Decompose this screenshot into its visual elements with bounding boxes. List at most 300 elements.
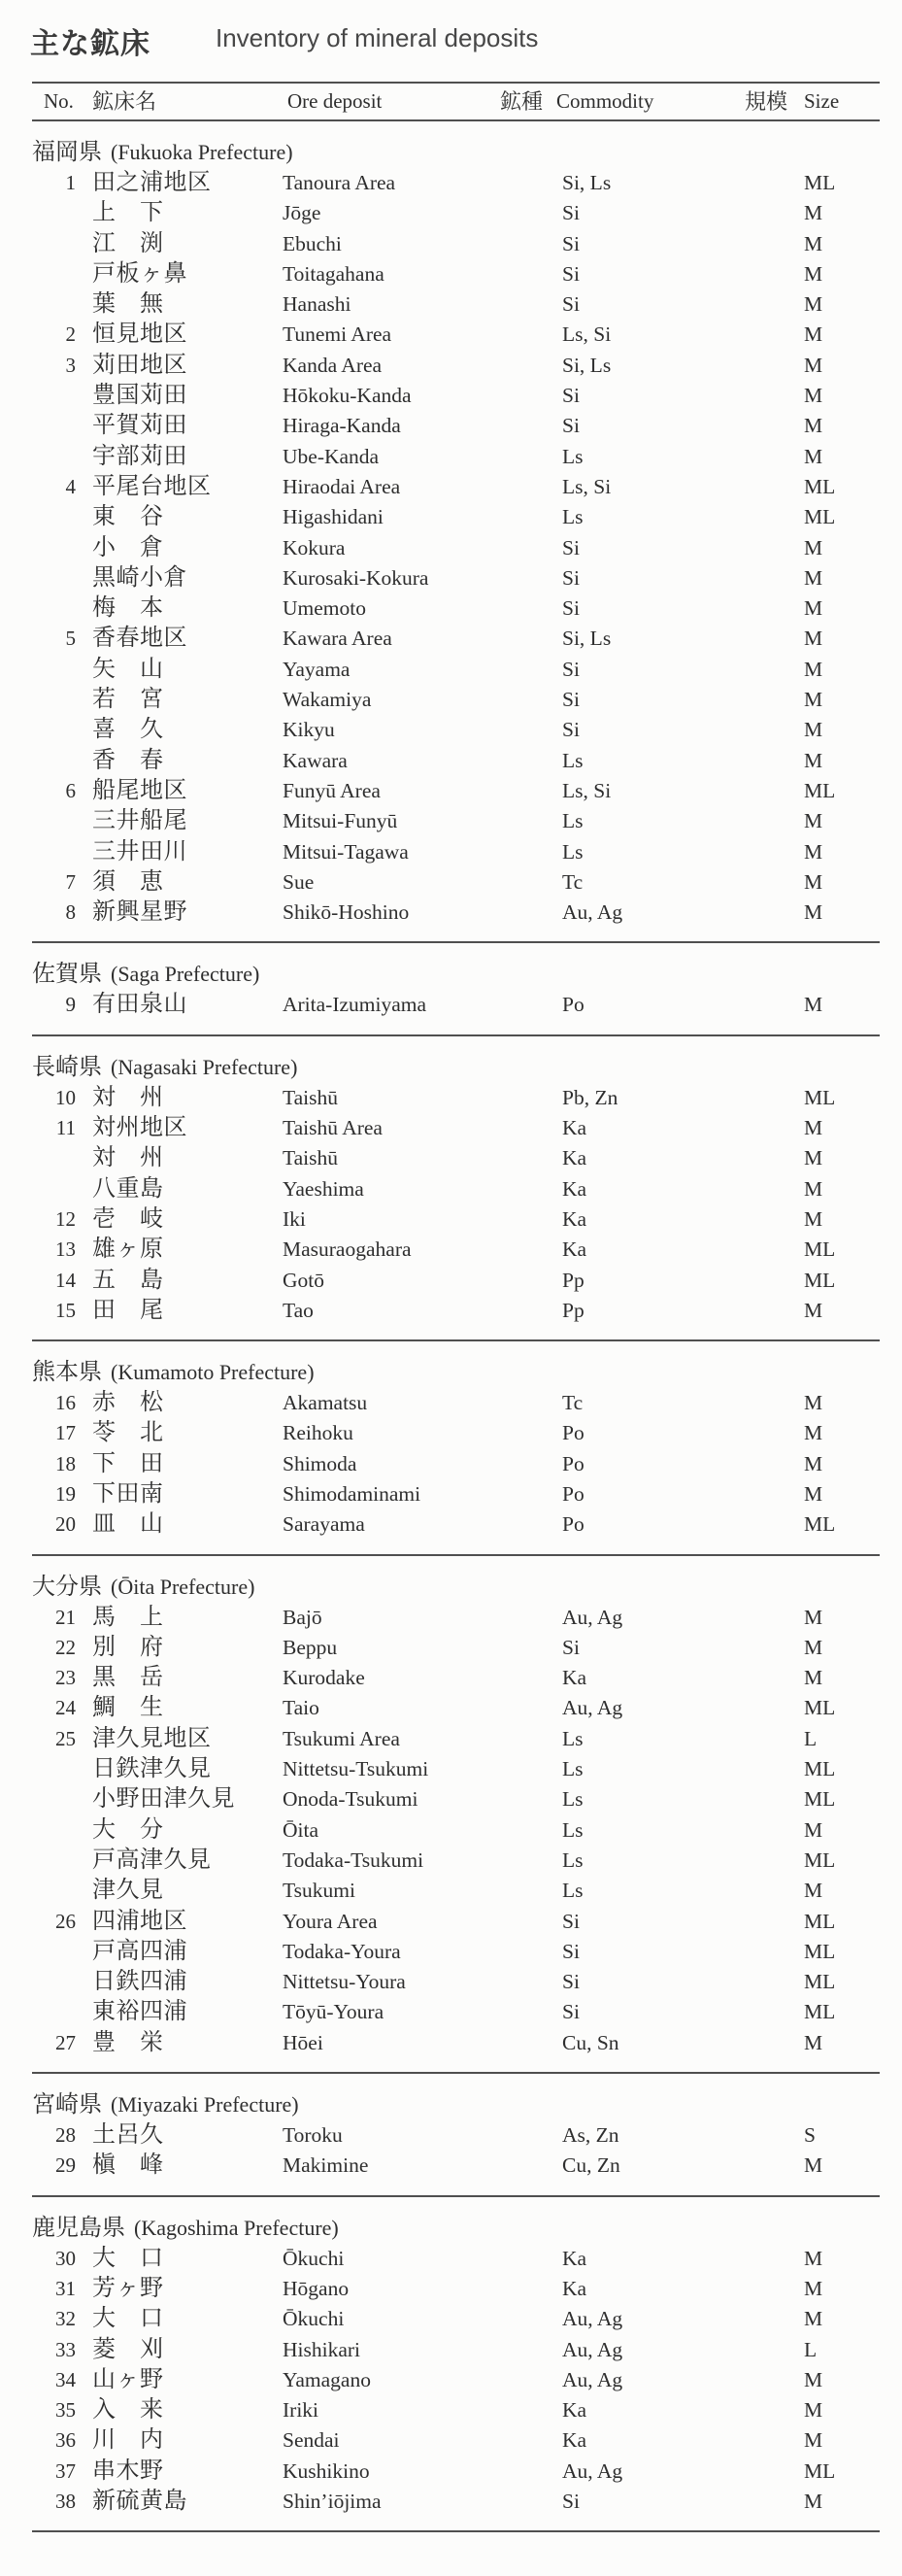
cell-number: 1 xyxy=(65,171,76,194)
cell-name-japanese: 宇部苅田 xyxy=(92,443,187,469)
table-row xyxy=(32,2151,880,2181)
cell-ore-deposit: Ōita xyxy=(283,1817,319,1842)
table-row xyxy=(32,2365,880,2395)
table-row xyxy=(32,563,880,593)
cell-size: M xyxy=(804,1421,823,1445)
cell-ore-deposit: Shikō-Hoshino xyxy=(283,900,410,925)
cell-ore-deposit: Arita-Izumiyama xyxy=(283,993,427,1017)
cell-number: 6 xyxy=(65,778,76,802)
cell-size: ML xyxy=(804,1696,836,1720)
table-row xyxy=(32,2457,880,2487)
cell-number: 37 xyxy=(55,2458,76,2483)
cell-commodity: Ka xyxy=(562,2246,587,2270)
prefecture-section xyxy=(32,121,880,943)
cell-ore-deposit: Tsukumi Area xyxy=(283,1726,400,1750)
table-header-row xyxy=(32,84,880,121)
cell-name-japanese: 喜 久 xyxy=(92,717,164,743)
table-row xyxy=(32,837,880,867)
cell-ore-deposit: Nittetsu-Tsukumi xyxy=(283,1757,429,1781)
cell-commodity: Po xyxy=(562,1421,585,1445)
page-title-japanese: 主な鉱床 xyxy=(30,28,150,60)
prefecture-name-english: (Kumamoto Prefecture) xyxy=(111,1360,315,1385)
cell-commodity: Si xyxy=(562,1970,580,1994)
cell-name-japanese: 矢 山 xyxy=(92,656,164,682)
table-row xyxy=(32,806,880,836)
cell-commodity: Si xyxy=(562,718,580,742)
table-row xyxy=(32,2335,880,2365)
prefecture-name-english: (Nagasaki Prefecture) xyxy=(111,1054,298,1079)
prefecture-section xyxy=(32,1036,880,1341)
header-commodity-ja: 鉱種 xyxy=(500,89,544,114)
page-title-english: Inventory of mineral deposits xyxy=(216,23,539,52)
cell-ore-deposit: Todaka-Tsukumi xyxy=(283,1847,424,1872)
cell-ore-deposit: Bajō xyxy=(283,1605,322,1629)
cell-number: 10 xyxy=(55,1085,76,1109)
table-row xyxy=(32,898,880,928)
cell-number: 21 xyxy=(55,1605,76,1629)
cell-commodity: Ls, Si xyxy=(562,322,612,347)
cell-size: M xyxy=(804,627,823,651)
cell-name-japanese: 下 田 xyxy=(92,1450,164,1476)
cell-ore-deposit: Kurosaki-Kokura xyxy=(283,565,429,590)
table-row xyxy=(32,1846,880,1876)
cell-size: M xyxy=(804,353,823,377)
cell-number: 17 xyxy=(55,1421,76,1445)
cell-name-japanese: 豊国苅田 xyxy=(92,383,187,409)
cell-name-japanese: 津久見 xyxy=(92,1878,164,1904)
table-row xyxy=(32,351,880,381)
cell-size: M xyxy=(804,2307,823,2331)
mineral-deposits-table xyxy=(32,82,880,2532)
cell-size: M xyxy=(804,1206,823,1231)
cell-ore-deposit: Hishikari xyxy=(283,2337,361,2361)
cell-size: M xyxy=(804,535,823,559)
table-row xyxy=(32,1663,880,1693)
table-row xyxy=(32,1083,880,1113)
prefecture-name-japanese: 福岡県 xyxy=(32,140,102,165)
cell-name-japanese: 土呂久 xyxy=(92,2122,164,2149)
cell-number: 38 xyxy=(55,2490,76,2513)
cell-commodity: Ka xyxy=(562,1176,587,1201)
cell-name-japanese: 小 倉 xyxy=(92,534,164,560)
prefecture-section xyxy=(32,2197,880,2533)
cell-ore-deposit: Tanoura Area xyxy=(283,171,396,194)
cell-ore-deposit: Gotō xyxy=(283,1268,324,1292)
table-row xyxy=(32,1296,880,1326)
cell-name-japanese: 壱 岐 xyxy=(92,1205,164,1232)
cell-size: M xyxy=(804,2153,823,2178)
cell-number: 4 xyxy=(65,474,76,498)
cell-commodity: Ls xyxy=(562,809,584,833)
cell-size: ML xyxy=(804,1909,836,1933)
table-row xyxy=(32,1633,880,1663)
cell-name-japanese: 三井船尾 xyxy=(92,808,187,834)
cell-name-japanese: 八重島 xyxy=(92,1175,164,1202)
cell-name-japanese: 有田泉山 xyxy=(92,992,187,1018)
cell-ore-deposit: Taishū xyxy=(283,1085,339,1109)
cell-size: M xyxy=(804,2490,823,2513)
cell-ore-deposit: Todaka-Youra xyxy=(283,1939,401,1963)
cell-number: 22 xyxy=(55,1635,76,1659)
table-row xyxy=(32,1693,880,1723)
header-ore-deposit: Ore deposit xyxy=(287,89,383,113)
header-size-ja: 規模 xyxy=(745,89,788,114)
table-row xyxy=(32,259,880,289)
cell-ore-deposit: Hōkoku-Kanda xyxy=(283,384,412,408)
cell-number: 35 xyxy=(55,2398,76,2423)
cell-size: M xyxy=(804,596,823,621)
cell-size: ML xyxy=(804,1268,836,1292)
cell-commodity: Ka xyxy=(562,1116,587,1140)
cell-size: M xyxy=(804,1451,823,1475)
table-row xyxy=(32,624,880,654)
cell-ore-deposit: Hōei xyxy=(283,2030,323,2054)
prefecture-section xyxy=(32,1556,880,2074)
cell-size: M xyxy=(804,2030,823,2054)
header-no: No. xyxy=(44,89,74,113)
cell-size: ML xyxy=(804,171,836,194)
cell-number: 30 xyxy=(55,2246,76,2270)
table-row xyxy=(32,1603,880,1633)
cell-size: M xyxy=(804,809,823,833)
prefecture-heading xyxy=(32,959,880,990)
cell-commodity: Si xyxy=(562,596,580,621)
cell-number: 33 xyxy=(55,2337,76,2361)
cell-commodity: Si xyxy=(562,1939,580,1963)
cell-size: ML xyxy=(804,1085,836,1109)
table-row xyxy=(32,1937,880,1967)
cell-commodity: Si xyxy=(562,261,580,286)
cell-ore-deposit: Onoda-Tsukumi xyxy=(283,1787,418,1812)
cell-name-japanese: 串木野 xyxy=(92,2457,164,2484)
cell-commodity: Si xyxy=(562,1909,580,1933)
cell-ore-deposit: Taishū Area xyxy=(283,1116,383,1140)
table-row xyxy=(32,1479,880,1509)
table-row xyxy=(32,1113,880,1143)
cell-number: 36 xyxy=(55,2428,76,2453)
cell-ore-deposit: Toroku xyxy=(283,2123,343,2148)
cell-size: L xyxy=(804,2337,818,2361)
table-row xyxy=(32,1997,880,2027)
cell-name-japanese: 大 口 xyxy=(92,2245,164,2271)
cell-commodity: Po xyxy=(562,993,585,1017)
cell-ore-deposit: Sue xyxy=(283,869,315,894)
table-row xyxy=(32,381,880,411)
table-row xyxy=(32,198,880,228)
cell-name-japanese: 香春地区 xyxy=(92,626,187,652)
cell-name-japanese: 山ヶ野 xyxy=(92,2366,164,2392)
cell-ore-deposit: Yaeshima xyxy=(283,1176,364,1201)
cell-number: 7 xyxy=(65,869,76,894)
cell-name-japanese: 四浦地区 xyxy=(92,1908,187,1934)
cell-size: M xyxy=(804,2246,823,2270)
cell-ore-deposit: Mitsui-Funyū xyxy=(283,809,398,833)
table-row xyxy=(32,502,880,532)
cell-ore-deposit: Kushikino xyxy=(283,2458,370,2483)
cell-name-japanese: 五 島 xyxy=(92,1267,164,1293)
prefecture-section xyxy=(32,2074,880,2197)
cell-name-japanese: 江 渕 xyxy=(92,230,164,256)
table-row xyxy=(32,867,880,898)
cell-size: M xyxy=(804,2428,823,2453)
header-size-en: Size xyxy=(804,89,840,113)
cell-number: 34 xyxy=(55,2367,76,2391)
cell-ore-deposit: Kokura xyxy=(283,535,346,559)
cell-size: M xyxy=(804,900,823,925)
cell-name-japanese: 日鉄津久見 xyxy=(92,1756,212,1782)
cell-commodity: Ls xyxy=(562,1817,584,1842)
cell-size: ML xyxy=(804,1970,836,1994)
cell-ore-deposit: Tao xyxy=(283,1298,314,1322)
cell-commodity: Cu, Zn xyxy=(562,2153,620,2178)
cell-number: 23 xyxy=(55,1666,76,1690)
cell-number: 27 xyxy=(55,2030,76,2054)
table-row xyxy=(32,1907,880,1937)
cell-commodity: Ka xyxy=(562,1237,587,1262)
cell-name-japanese: 新興星野 xyxy=(92,899,187,926)
table-row xyxy=(32,2425,880,2456)
cell-ore-deposit: Hōgano xyxy=(283,2276,350,2300)
table-row xyxy=(32,1815,880,1846)
cell-name-japanese: 鯛 生 xyxy=(92,1695,164,1721)
cell-commodity: Si xyxy=(562,657,580,681)
cell-commodity: Ls xyxy=(562,1726,584,1750)
cell-size: M xyxy=(804,322,823,347)
table-row xyxy=(32,1754,880,1784)
cell-commodity: Ls xyxy=(562,444,584,468)
cell-size: M xyxy=(804,1817,823,1842)
cell-size: M xyxy=(804,1879,823,1903)
cell-size: S xyxy=(804,2123,816,2148)
cell-name-japanese: 大 口 xyxy=(92,2306,164,2332)
cell-number: 2 xyxy=(65,322,76,347)
table-row xyxy=(32,320,880,350)
prefecture-heading xyxy=(32,1357,880,1388)
cell-size: M xyxy=(804,748,823,772)
cell-ore-deposit: Ebuchi xyxy=(283,231,342,255)
cell-number: 26 xyxy=(55,1909,76,1933)
cell-commodity: Si xyxy=(562,2000,580,2024)
prefecture-heading xyxy=(32,1572,880,1603)
cell-commodity: Ka xyxy=(562,1206,587,1231)
cell-commodity: Po xyxy=(562,1451,585,1475)
cell-number: 12 xyxy=(55,1206,76,1231)
table-body xyxy=(32,121,880,2532)
cell-commodity: Au, Ag xyxy=(562,1696,623,1720)
cell-name-japanese: 皿 山 xyxy=(92,1511,164,1538)
cell-size: M xyxy=(804,414,823,438)
cell-commodity: Ls xyxy=(562,1847,584,1872)
prefecture-name-japanese: 大分県 xyxy=(32,1574,102,1600)
cell-commodity: Si xyxy=(562,231,580,255)
cell-name-japanese: 黒 岳 xyxy=(92,1665,164,1691)
cell-ore-deposit: Jōge xyxy=(283,201,321,225)
cell-name-japanese: 恒見地区 xyxy=(92,322,187,348)
cell-name-japanese: 対 州 xyxy=(92,1145,164,1171)
cell-name-japanese: 須 恵 xyxy=(92,868,164,895)
cell-ore-deposit: Tsukumi xyxy=(283,1879,355,1903)
cell-size: M xyxy=(804,1146,823,1170)
cell-ore-deposit: Iriki xyxy=(283,2398,319,2423)
cell-ore-deposit: Akamatsu xyxy=(283,1391,368,1415)
cell-commodity: Si, Ls xyxy=(562,627,612,651)
cell-commodity: Ls, Si xyxy=(562,474,612,498)
cell-number: 11 xyxy=(55,1116,76,1140)
cell-number: 24 xyxy=(55,1696,76,1720)
cell-commodity: Cu, Sn xyxy=(562,2030,619,2054)
cell-commodity: Pp xyxy=(562,1268,585,1292)
cell-ore-deposit: Kawara xyxy=(283,748,348,772)
table-row xyxy=(32,655,880,685)
cell-commodity: Tc xyxy=(562,869,584,894)
cell-ore-deposit: Ōkuchi xyxy=(283,2307,345,2331)
cell-size: M xyxy=(804,231,823,255)
cell-ore-deposit: Ōkuchi xyxy=(283,2246,345,2270)
cell-ore-deposit: Tōyū-Youra xyxy=(283,2000,384,2024)
table-row xyxy=(32,2487,880,2517)
cell-ore-deposit: Beppu xyxy=(283,1635,338,1659)
cell-size: M xyxy=(804,2367,823,2391)
cell-name-japanese: 川 内 xyxy=(92,2427,164,2454)
cell-name-japanese: 田之浦地区 xyxy=(92,170,212,195)
cell-ore-deposit: Taio xyxy=(283,1696,319,1720)
cell-size: ML xyxy=(804,1939,836,1963)
cell-commodity: Ls xyxy=(562,1879,584,1903)
cell-number: 19 xyxy=(55,1481,76,1506)
cell-name-japanese: 黒崎小倉 xyxy=(92,564,187,591)
cell-ore-deposit: Iki xyxy=(283,1206,306,1231)
table-row xyxy=(32,2120,880,2151)
prefecture-heading xyxy=(32,1052,880,1083)
cell-size: ML xyxy=(804,1237,836,1262)
cell-size: L xyxy=(804,1726,818,1750)
cell-commodity: Po xyxy=(562,1512,585,1537)
cell-ore-deposit: Tunemi Area xyxy=(283,322,392,347)
cell-name-japanese: 梅 本 xyxy=(92,595,164,622)
cell-size: M xyxy=(804,444,823,468)
table-row xyxy=(32,168,880,198)
cell-size: M xyxy=(804,1635,823,1659)
cell-name-japanese: 菱 刈 xyxy=(92,2336,164,2362)
cell-ore-deposit: Kanda Area xyxy=(283,353,383,377)
cell-name-japanese: 芳ヶ野 xyxy=(92,2275,164,2301)
cell-commodity: Ka xyxy=(562,2276,587,2300)
prefecture-name-japanese: 長崎県 xyxy=(32,1054,102,1080)
cell-name-japanese: 東 谷 xyxy=(92,504,164,530)
cell-ore-deposit: Umemoto xyxy=(283,596,366,621)
cell-number: 5 xyxy=(65,627,76,651)
prefecture-name-japanese: 佐賀県 xyxy=(32,962,102,988)
cell-size: M xyxy=(804,657,823,681)
cell-ore-deposit: Yayama xyxy=(283,657,351,681)
cell-size: M xyxy=(804,839,823,864)
cell-size: M xyxy=(804,993,823,1017)
cell-number: 16 xyxy=(55,1391,76,1415)
cell-size: M xyxy=(804,1176,823,1201)
cell-name-japanese: 新硫黄島 xyxy=(92,2489,187,2514)
cell-ore-deposit: Yamagano xyxy=(283,2367,371,2391)
header-name-ja: 鉱床名 xyxy=(92,89,157,114)
cell-ore-deposit: Kawara Area xyxy=(283,627,392,651)
cell-commodity: Si xyxy=(562,565,580,590)
cell-size: M xyxy=(804,261,823,286)
cell-ore-deposit: Shimoda xyxy=(283,1451,357,1475)
table-row xyxy=(32,229,880,259)
cell-commodity: Ls xyxy=(562,505,584,529)
cell-ore-deposit: Hiraodai Area xyxy=(283,474,401,498)
prefecture-heading xyxy=(32,2089,880,2120)
prefecture-section xyxy=(32,1341,880,1555)
prefecture-name-japanese: 宮崎県 xyxy=(32,2092,102,2118)
cell-size: M xyxy=(804,201,823,225)
cell-size: M xyxy=(804,1116,823,1140)
prefecture-name-japanese: 鹿児島県 xyxy=(32,2215,125,2241)
cell-size: M xyxy=(804,1391,823,1415)
cell-size: M xyxy=(804,292,823,317)
table-row xyxy=(32,1204,880,1235)
prefecture-name-english: (Miyazaki Prefecture) xyxy=(111,2092,299,2118)
cell-name-japanese: 馬 上 xyxy=(92,1604,164,1630)
cell-size: ML xyxy=(804,2000,836,2024)
cell-commodity: Si xyxy=(562,535,580,559)
cell-name-japanese: 葉 無 xyxy=(92,291,164,318)
cell-ore-deposit: Sendai xyxy=(283,2428,340,2453)
table-row xyxy=(32,2274,880,2304)
cell-size: ML xyxy=(804,1787,836,1812)
cell-commodity: Si xyxy=(562,384,580,408)
prefecture-name-english: (Ōita Prefecture) xyxy=(111,1574,255,1599)
cell-commodity: Au, Ag xyxy=(562,1605,623,1629)
cell-name-japanese: 香 春 xyxy=(92,747,164,773)
cell-name-japanese: 平尾台地区 xyxy=(92,473,212,499)
cell-size: M xyxy=(804,869,823,894)
table-row xyxy=(32,2304,880,2334)
cell-ore-deposit: Nittetsu-Youra xyxy=(283,1970,406,1994)
table-row xyxy=(32,1266,880,1296)
cell-name-japanese: 下田南 xyxy=(92,1480,164,1507)
cell-commodity: Au, Ag xyxy=(562,2458,623,2483)
cell-size: M xyxy=(804,1298,823,1322)
table-row xyxy=(32,442,880,472)
cell-ore-deposit: Higashidani xyxy=(283,505,384,529)
cell-ore-deposit: Makimine xyxy=(283,2153,369,2178)
cell-size: M xyxy=(804,688,823,712)
cell-name-japanese: 田 尾 xyxy=(92,1297,164,1323)
cell-commodity: Si xyxy=(562,1635,580,1659)
table-row xyxy=(32,1876,880,1906)
table-row xyxy=(32,685,880,715)
cell-ore-deposit: Hiraga-Kanda xyxy=(283,414,401,438)
table-row xyxy=(32,1174,880,1204)
cell-ore-deposit: Shin’iōjima xyxy=(283,2490,382,2513)
cell-number: 28 xyxy=(55,2123,76,2148)
cell-name-japanese: 若 宮 xyxy=(92,687,164,713)
cell-size: M xyxy=(804,2398,823,2423)
table-row xyxy=(32,533,880,563)
table-row xyxy=(32,1388,880,1418)
cell-ore-deposit: Youra Area xyxy=(283,1909,378,1933)
cell-size: M xyxy=(804,2276,823,2300)
cell-size: M xyxy=(804,565,823,590)
table-row xyxy=(32,1143,880,1173)
cell-commodity: Ls xyxy=(562,839,584,864)
cell-name-japanese: 赤 松 xyxy=(92,1390,164,1416)
cell-commodity: Si xyxy=(562,201,580,225)
table-row xyxy=(32,1418,880,1448)
cell-commodity: As, Zn xyxy=(562,2123,619,2148)
cell-commodity: Au, Ag xyxy=(562,2337,623,2361)
prefecture-heading xyxy=(32,137,880,168)
